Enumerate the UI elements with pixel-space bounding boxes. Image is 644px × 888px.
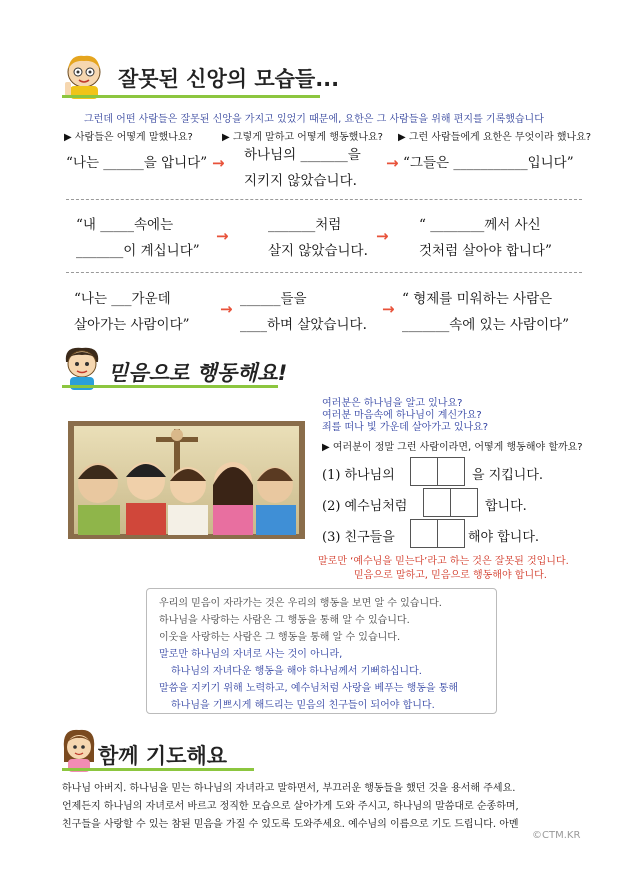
section2-title: 믿음으로 행동해요! xyxy=(108,361,288,385)
warning-line-1: 말로만 ‘예수님을 믿는다’라고 하는 것은 잘못된 것입니다. xyxy=(318,556,569,567)
character-1-illustration xyxy=(62,52,106,100)
section1-underline xyxy=(62,95,320,98)
section2-prompt: ▶ 여러분이 정말 그런 사람이라면, 어떻게 행동해야 할까요? xyxy=(322,442,583,453)
item2-post: 합니다. xyxy=(485,499,527,514)
prayer-text xyxy=(62,780,519,834)
item1-answer-box[interactable] xyxy=(410,457,465,486)
children-praying-illustration xyxy=(68,421,305,539)
item3-pre: (3) 친구들을 xyxy=(322,530,395,545)
message-line-5: 하나님의 자녀다운 행동을 해야 하나님께서 기뻐하십니다. xyxy=(171,666,422,677)
question-2: 여러분 마음속에 하나님이 계신가요? xyxy=(322,410,482,421)
row3-john: “ 형제를 미워하는 사람은 _______속에 있는 사람이다” xyxy=(402,291,570,333)
prayer-line-2: 언제든지 하나님의 자녀로서 바르고 정직한 모습으로 살아가게 도와 주시고, 하나님의 말씀대로 순종하며, xyxy=(62,801,519,812)
prayer-line-1: 하나님 아버지. 하나님을 믿는 하나님의 자녀라고 말하면서, 부끄러운 행동들을 했던 것을 용서해 주세요. xyxy=(62,783,516,794)
column-header-1: ▶ 사람들은 어떻게 말했나요? xyxy=(64,132,193,143)
item1-pre: (1) 하나님의 xyxy=(322,468,395,483)
message-line-4: 말로만 하나님의 자녀로 사는 것이 아니라, xyxy=(159,649,343,660)
column-header-3: ▶ 그런 사람들에게 요한은 무엇이라 했나요? xyxy=(398,132,592,143)
row1-john: “그들은 ___________입니다” xyxy=(403,155,574,171)
row1-arrow2: → xyxy=(386,154,399,172)
section3-title: 함께 기도해요 xyxy=(98,744,228,768)
item3-answer-box[interactable] xyxy=(410,519,465,548)
item1-post: 을 지킵니다. xyxy=(472,468,544,483)
row1-arrow1: → xyxy=(212,154,225,172)
prayer-line-3: 친구들을 사랑할 수 있는 참된 믿음을 가질 수 있도록 도와주세요. 예수님의 이름으로 기도 드립니다. 아멘 xyxy=(62,819,519,830)
message-line-1: 우리의 믿음이 자라가는 것은 우리의 행동을 보면 알 수 있습니다. xyxy=(159,598,442,609)
message-line-7: 하나님을 기쁘시게 해드리는 믿음의 친구들이 되어야 합니다. xyxy=(171,700,435,711)
column-header-2: ▶ 그렇게 말하고 어떻게 행동했나요? xyxy=(222,132,383,143)
row1-did: 하나님의 _______을 지키지 않았습니다. xyxy=(244,147,361,189)
row2-said: “내 _____속에는 _______이 계십니다” xyxy=(76,217,200,259)
row3-arrow2: → xyxy=(382,300,395,318)
warning-line-2: 믿음으로 말하고, 믿음으로 행동해야 합니다. xyxy=(354,570,547,581)
row2-john: “ ________께서 사신 것처럼 살아야 합니다” xyxy=(419,217,552,259)
section1-title: 잘못된 신앙의 모습들... xyxy=(118,67,340,91)
section3-underline xyxy=(62,768,254,771)
row-divider-2 xyxy=(66,272,582,273)
item3-post: 해야 합니다. xyxy=(468,530,540,545)
row2-arrow2: → xyxy=(376,227,389,245)
question-1: 여러분은 하나님을 알고 있나요? xyxy=(322,398,463,409)
message-box xyxy=(146,588,497,714)
item2-answer-box[interactable] xyxy=(423,488,478,517)
reflection-questions xyxy=(322,398,488,434)
row2-arrow1: → xyxy=(216,227,229,245)
question-3: 죄를 떠나 빛 가운데 살아가고 있나요? xyxy=(322,422,489,433)
character-2-illustration xyxy=(62,346,102,390)
message-line-6: 말씀을 지키기 위해 노력하고, 예수님처럼 사랑을 베푸는 행동을 통해 xyxy=(159,683,459,694)
section2-underline xyxy=(62,385,278,388)
row-divider-1 xyxy=(66,199,582,200)
row3-arrow1: → xyxy=(220,300,233,318)
copyright: ©CTM.KR xyxy=(532,830,581,841)
row3-did: ______들을 ____하며 살았습니다. xyxy=(240,291,367,333)
row2-did: _______처럼 살지 않았습니다. xyxy=(268,217,368,259)
row1-said: “나는 ______을 압니다” xyxy=(66,155,208,171)
section1-intro: 그런데 어떤 사람들은 잘못된 신앙을 가지고 있었기 때문에, 요한은 그 사람들을 위해 편지를 기록했습니다 xyxy=(84,114,544,125)
character-3-illustration xyxy=(62,728,96,772)
message-line-3: 이웃을 사랑하는 사람은 그 행동을 통해 알 수 있습니다. xyxy=(159,632,401,643)
item2-pre: (2) 예수님처럼 xyxy=(322,499,408,514)
row3-said: “나는 ___가운데 살아가는 사람이다” xyxy=(74,291,190,333)
message-line-2: 하나님을 사랑하는 사람은 그 행동을 통해 알 수 있습니다. xyxy=(159,615,410,626)
